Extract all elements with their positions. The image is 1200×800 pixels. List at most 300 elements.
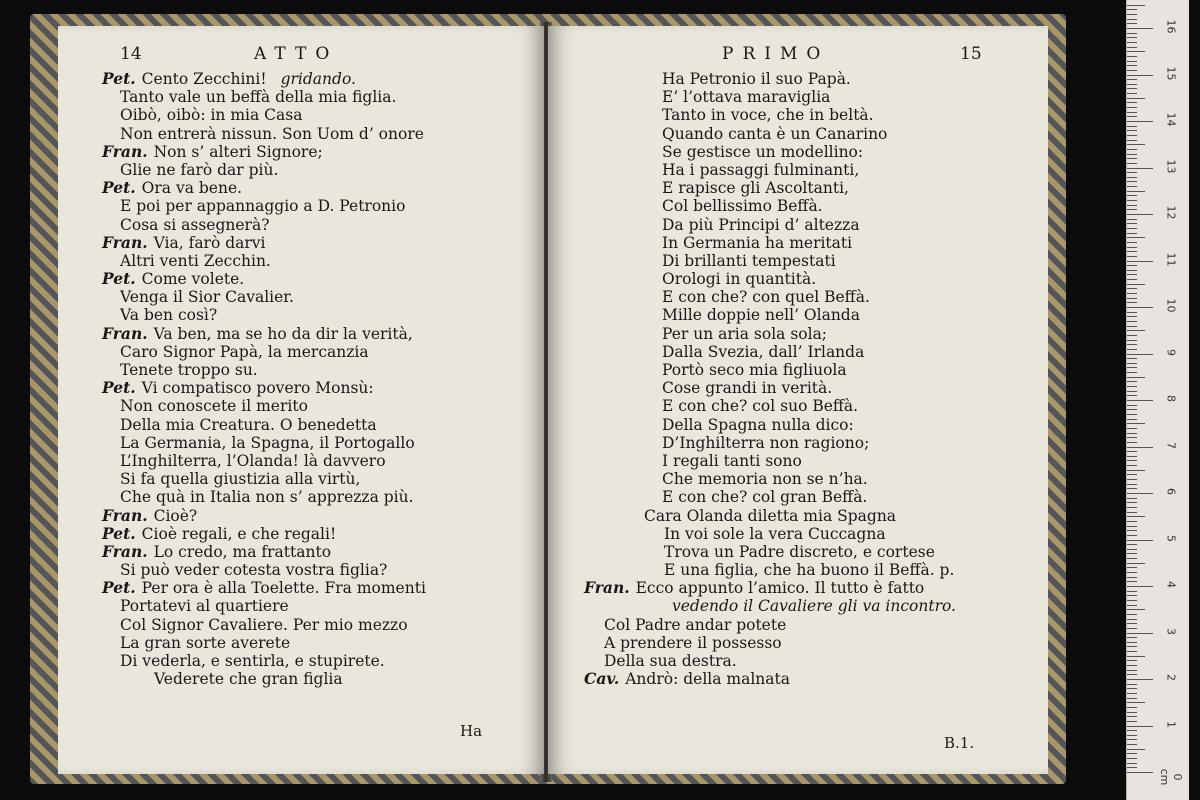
verse-text: Cento Zecchini! [141, 70, 267, 88]
verse-line [58, 652, 544, 670]
verse-line [58, 125, 544, 143]
verse-text: Da più Principi d’ altezza [662, 215, 860, 234]
ruler-tick [1127, 721, 1137, 722]
verse-text: E con che? col gran Beffà. [662, 488, 868, 507]
ruler-label: 1 [1164, 720, 1178, 728]
speaker-label: Pet. [102, 178, 136, 198]
verse-text: Ecco appunto l’amico. Il tutto è fatto [635, 579, 925, 598]
verse-line [548, 161, 1048, 179]
ruler-tick [1127, 284, 1145, 285]
ruler-tick [1127, 581, 1137, 582]
verse-line [548, 561, 1048, 579]
ruler-tick [1127, 163, 1137, 164]
ruler-tick [1127, 242, 1137, 243]
ruler-tick [1127, 70, 1137, 71]
ruler-tick [1127, 316, 1137, 317]
ruler-tick [1127, 28, 1153, 29]
verse-line [58, 143, 544, 161]
verse-text: E con che? con quel Beffà. [662, 288, 870, 307]
ruler-tick [1127, 112, 1137, 113]
ruler-tick [1127, 600, 1137, 601]
ruler-tick [1127, 400, 1153, 401]
ruler-tick [1127, 433, 1137, 434]
verse-text: Della sua destra. [604, 652, 737, 670]
ruler-tick [1127, 326, 1137, 327]
verse-text: La Germania, la Spagna, il Portogallo [120, 433, 415, 452]
ruler-tick [1127, 553, 1137, 554]
verse-line [58, 234, 544, 252]
ruler-tick [1127, 121, 1153, 122]
verse-text: Della Spagna nulla dico: [662, 415, 854, 434]
ruler-label: 4 [1164, 581, 1178, 588]
ruler-tick [1127, 493, 1153, 494]
ruler-tick [1127, 470, 1145, 471]
ruler-tick [1127, 205, 1137, 206]
verse-line [58, 197, 544, 215]
verse-line [548, 634, 1048, 652]
ruler-tick [1127, 414, 1137, 415]
ruler-tick [1127, 753, 1137, 754]
ruler-tick [1127, 363, 1137, 364]
ruler-tick [1127, 88, 1137, 89]
verse-line [548, 597, 1048, 615]
ruler-tick [1127, 698, 1137, 699]
verse-text: Portatevi al quartiere [120, 597, 289, 616]
catchword-right: B.1. [944, 734, 975, 752]
ruler-tick [1127, 405, 1137, 406]
verse-text: E una figlia, che ha buono il Beffà. p. [664, 561, 955, 580]
ruler-tick [1127, 47, 1137, 48]
catchword-left: Ha [460, 722, 483, 740]
speaker-label: Pet. [102, 378, 136, 398]
verse-line [548, 179, 1048, 197]
ruler-tick [1127, 209, 1137, 210]
verse-line [58, 325, 544, 343]
ruler-tick [1127, 567, 1137, 568]
ruler-tick [1127, 172, 1137, 173]
speaker-label: Pet. [102, 523, 136, 543]
ruler-tick [1127, 619, 1137, 620]
verse-line [548, 525, 1048, 543]
verse-line [548, 670, 1048, 688]
ruler-tick [1127, 456, 1137, 457]
ruler-tick [1127, 558, 1137, 559]
ruler-tick [1127, 56, 1137, 57]
ruler-label: 0 cm [1158, 768, 1184, 786]
ruler-label: 9 [1164, 348, 1178, 356]
ruler-tick [1127, 265, 1137, 266]
verse-line [548, 88, 1048, 106]
verse-line [548, 579, 1048, 597]
ruler-tick [1127, 335, 1137, 336]
verse-text: Si fa quella giustizia alla virtù, [120, 470, 361, 489]
ruler-tick [1127, 716, 1137, 717]
verse-line [548, 470, 1048, 488]
verse-text: Quando canta è un Canarino [662, 124, 888, 143]
ruler-tick [1127, 395, 1137, 396]
speaker-label: Fran. [102, 323, 148, 343]
verse-line [548, 216, 1048, 234]
verse-text: Lo credo, ma frattanto [153, 542, 332, 561]
right-page [548, 26, 1048, 774]
ruler-tick [1127, 735, 1137, 736]
page-number-left: 14 [120, 44, 142, 64]
verse-text: Per ora è alla Toelette. Fra momenti [141, 579, 426, 598]
speaker-label: Pet. [102, 69, 136, 88]
ruler-tick [1127, 749, 1145, 750]
ruler-tick [1127, 149, 1137, 150]
verse-text: Glie ne farò dar più. [120, 160, 279, 179]
ruler-label: 14 [1164, 112, 1178, 127]
verse-text: Altri venti Zecchin. [120, 251, 271, 270]
ruler-label: 2 [1164, 674, 1178, 681]
verse-text: Dalla Svezia, dall’ Irlanda [662, 342, 865, 361]
verse-text: Col bellissimo Beffà. [662, 197, 823, 216]
ruler-tick [1127, 5, 1145, 6]
ruler-tick [1127, 572, 1137, 573]
verse-text: Ha Petronio il suo Papà. [662, 70, 851, 88]
verse-line [58, 216, 544, 234]
ruler-label: 5 [1164, 534, 1178, 542]
ruler-tick [1127, 763, 1137, 764]
verse-line [58, 343, 544, 361]
ruler-tick [1127, 270, 1137, 271]
ruler-tick [1127, 191, 1145, 192]
verse-text: Va ben così? [120, 306, 218, 325]
verse-text: Della mia Creatura. O benedetta [120, 415, 377, 434]
verse-text: Andrò: della malnata [625, 670, 790, 689]
verse-text: D’Inghilterra non ragiono; [662, 433, 870, 452]
running-header-right: PRIMO [722, 44, 830, 64]
verse-text: Tanto in voce, che in beltà. [662, 106, 874, 125]
ruler-tick [1127, 442, 1137, 443]
ruler-tick [1127, 37, 1137, 38]
ruler-tick [1127, 381, 1137, 382]
ruler-tick [1127, 19, 1137, 20]
ruler-tick [1127, 330, 1145, 331]
verse-line [548, 616, 1048, 634]
ruler-label: 6 [1164, 488, 1178, 495]
verse-text: Col Signor Cavaliere. Per mio mezzo [120, 615, 408, 634]
ruler-tick [1127, 409, 1137, 410]
ruler-tick [1127, 61, 1137, 62]
verse-text: Cara Olanda diletta mia Spagna [644, 506, 897, 525]
ruler-label: 15 [1164, 66, 1178, 80]
verse-text: La gran sorte averete [120, 633, 291, 652]
ruler-tick [1127, 465, 1137, 466]
ruler-tick [1127, 530, 1137, 531]
verse-text: Non s’ alteri Signore; [153, 142, 323, 161]
verse-line [548, 125, 1048, 143]
ruler-tick [1127, 168, 1153, 169]
ruler-label: 7 [1164, 441, 1178, 449]
ruler-tick [1127, 298, 1137, 299]
ruler-tick [1127, 660, 1137, 661]
ruler-tick [1127, 744, 1137, 745]
verse-line [548, 288, 1048, 306]
ruler-tick [1127, 488, 1137, 489]
speaker-label: Fran. [102, 541, 148, 561]
ruler-tick [1127, 688, 1137, 689]
verse-text: Oibò, oibò: in mia Casa [120, 106, 303, 125]
verse-text: E’ l’ottava maraviglia [662, 88, 831, 107]
ruler-tick [1127, 595, 1137, 596]
ruler-tick [1127, 344, 1137, 345]
verse-line [58, 379, 544, 397]
ruler-label: 8 [1164, 395, 1178, 402]
ruler-tick [1127, 279, 1137, 280]
ruler-tick [1127, 609, 1145, 610]
verse-line [58, 161, 544, 179]
verse-line [58, 88, 544, 106]
ruler-tick [1127, 372, 1137, 373]
ruler-tick [1127, 367, 1137, 368]
verse-text: Venga il Sior Cavalier. [120, 288, 294, 307]
ruler-tick [1127, 98, 1145, 99]
ruler-label: 12 [1164, 205, 1178, 220]
speaker-label: Fran. [102, 505, 148, 525]
ruler-tick [1127, 474, 1137, 475]
ruler-tick [1127, 140, 1137, 141]
verse-line [58, 397, 544, 415]
ruler-tick [1127, 116, 1137, 117]
ruler-tick [1127, 484, 1137, 485]
ruler-tick [1127, 702, 1145, 703]
verse-text: Come volete. [141, 270, 245, 289]
verse-text: Via, farò darvi [153, 233, 266, 252]
verse-text: Va ben, ma se ho da dir la verità, [153, 324, 413, 343]
ruler-tick [1127, 195, 1137, 196]
verse-line [58, 361, 544, 379]
stage-direction: gridando. [280, 70, 356, 88]
ruler-label: 16 [1164, 19, 1178, 34]
speaker-label: Cav. [584, 669, 620, 689]
verse-text: Cose grandi in verità. [662, 379, 833, 398]
verse-line [548, 106, 1048, 124]
ruler-tick [1127, 261, 1153, 262]
verse-text: Non conoscete il merito [120, 397, 308, 416]
ruler-tick [1127, 516, 1145, 517]
verse-line [58, 452, 544, 470]
ruler-tick [1127, 605, 1137, 606]
speaker-label: Pet. [102, 578, 136, 598]
verse-text: Che memoria non se n’ha. [662, 470, 868, 489]
verse-line [548, 270, 1048, 288]
ruler-tick [1127, 507, 1137, 508]
verse-text: In Germania ha meritati [662, 233, 853, 252]
ruler-tick [1127, 251, 1137, 252]
ruler-tick [1127, 460, 1137, 461]
ruler-tick [1127, 135, 1137, 136]
verse-line [548, 397, 1048, 415]
ruler-tick [1127, 302, 1137, 303]
ruler-tick [1127, 307, 1153, 308]
ruler-tick [1127, 726, 1153, 727]
ruler-tick [1127, 154, 1137, 155]
stage-direction: vedendo il Cavaliere gli va incontro. [672, 597, 956, 616]
verse-text: Portò seco mia figliuola [662, 361, 847, 379]
ruler-tick [1127, 679, 1153, 680]
verse-text: E rapisce gli Ascoltanti, [662, 179, 849, 198]
ruler-tick [1127, 247, 1137, 248]
verse-text: Si può veder cotesta vostra figlia? [120, 561, 388, 580]
ruler-tick [1127, 349, 1137, 350]
ruler-tick [1127, 577, 1137, 578]
ruler-tick [1127, 75, 1153, 76]
verse-line [58, 525, 544, 543]
speaker-label: Pet. [102, 269, 136, 289]
verse-line [58, 670, 544, 688]
ruler-tick [1127, 391, 1137, 392]
verse-line [58, 616, 544, 634]
ruler-tick [1127, 386, 1137, 387]
ruler-label: 13 [1164, 159, 1178, 173]
ruler-tick [1127, 693, 1137, 694]
ruler-tick [1127, 707, 1137, 708]
ruler-tick [1127, 377, 1145, 378]
verse-text: Cioè? [153, 506, 198, 525]
verse-line [58, 252, 544, 270]
ruler-tick [1127, 237, 1145, 238]
verse-text: Col Padre andar potete [604, 615, 787, 634]
ruler-tick [1127, 656, 1145, 657]
ruler-tick [1127, 498, 1137, 499]
ruler-tick [1127, 181, 1137, 182]
ruler-tick [1127, 130, 1137, 131]
ruler-tick [1127, 665, 1137, 666]
verse-text: Che quà in Italia non s’ apprezza più. [120, 488, 414, 507]
verse-text: A prendere il possesso [604, 633, 782, 652]
ruler-tick [1127, 512, 1137, 513]
verse-line [548, 197, 1048, 215]
ruler-tick [1127, 526, 1137, 527]
verse-text: Trova un Padre discreto, e cortese [664, 542, 935, 561]
verse-text: Orologi in quantità. [662, 270, 817, 289]
ruler-tick [1127, 223, 1137, 224]
verse-line [58, 543, 544, 561]
ruler-tick [1127, 544, 1137, 545]
verse-line [548, 343, 1048, 361]
verse-line [58, 70, 544, 88]
ruler-tick [1127, 642, 1137, 643]
ruler-tick [1127, 633, 1153, 634]
ruler-tick [1127, 623, 1137, 624]
ruler-tick [1127, 65, 1137, 66]
ruler-tick [1127, 451, 1137, 452]
ruler-tick [1127, 340, 1137, 341]
verse-line [58, 488, 544, 506]
ruler-tick [1127, 33, 1137, 34]
speaker-label: Fran. [102, 141, 148, 161]
verse-line [58, 434, 544, 452]
verse-text: E poi per appannaggio a D. Petronio [120, 197, 406, 216]
verse-text: Di vederla, e sentirla, e stupirete. [120, 652, 385, 670]
ruler-tick [1127, 739, 1137, 740]
ruler-tick [1127, 23, 1137, 24]
verse-line [58, 634, 544, 652]
verse-line [548, 70, 1048, 88]
verse-line [58, 507, 544, 525]
ruler-tick [1127, 419, 1137, 420]
ruler-tick [1127, 126, 1137, 127]
page-number-right: 15 [960, 44, 982, 64]
ruler-tick [1127, 107, 1137, 108]
verse-text: Non entrerà nissun. Son Uom d’ onore [120, 124, 424, 143]
verse-text: Cioè regali, e che regali! [141, 524, 337, 543]
ruler-tick [1127, 502, 1137, 503]
speaker-label: Fran. [102, 232, 148, 252]
speaker-label: Fran. [584, 578, 630, 598]
verse-text: I regali tanti sono [662, 451, 802, 470]
verse-text: E con che? col suo Beffà. [662, 397, 859, 416]
ruler-tick [1127, 219, 1137, 220]
ruler-tick [1127, 591, 1137, 592]
ruler-tick [1127, 228, 1137, 229]
ruler-tick [1127, 730, 1137, 731]
verse-line [548, 543, 1048, 561]
ruler-tick [1127, 354, 1153, 355]
verse-line [58, 270, 544, 288]
ruler-tick [1127, 684, 1137, 685]
ruler-tick [1127, 9, 1137, 10]
verse-text: Vederete che gran figlia [154, 670, 343, 689]
ruler-label: 11 [1164, 252, 1178, 266]
verse-line [548, 306, 1048, 324]
ruler-tick [1127, 93, 1137, 94]
ruler-tick [1127, 614, 1137, 615]
ruler-tick [1127, 479, 1137, 480]
ruler-tick [1127, 79, 1137, 80]
ruler-tick [1127, 712, 1137, 713]
ruler-tick [1127, 428, 1137, 429]
ruler-tick [1127, 158, 1137, 159]
verse-line [58, 288, 544, 306]
verse-line [548, 325, 1048, 343]
ruler-tick [1127, 670, 1137, 671]
ruler-tick [1127, 200, 1137, 201]
verse-line [548, 488, 1048, 506]
ruler-tick [1127, 586, 1153, 587]
ruler-tick [1127, 437, 1137, 438]
verse-line [548, 379, 1048, 397]
ruler-tick [1127, 102, 1137, 103]
ruler-tick [1127, 233, 1137, 234]
verse-text: Ha i passaggi fulminanti, [662, 160, 860, 179]
ruler-tick [1127, 423, 1145, 424]
verse-line [58, 416, 544, 434]
verse-line [58, 179, 544, 197]
verse-line [548, 416, 1048, 434]
ruler-tick [1127, 144, 1145, 145]
ruler-tick [1127, 177, 1137, 178]
verse-line [548, 361, 1048, 379]
verse-text: Per un aria sola sola; [662, 324, 828, 343]
ruler-tick [1127, 549, 1137, 550]
verse-line [548, 234, 1048, 252]
ruler-tick [1127, 646, 1137, 647]
verse-text: Cosa si assegnerà? [120, 215, 270, 234]
ruler-tick [1127, 628, 1137, 629]
verse-line [58, 579, 544, 597]
verse-line [548, 434, 1048, 452]
ruler-tick [1127, 772, 1153, 773]
ruler-tick [1127, 214, 1153, 215]
ruler-tick [1127, 535, 1137, 536]
measuring-ruler [1126, 0, 1189, 800]
verse-line [58, 597, 544, 615]
ruler-tick [1127, 186, 1137, 187]
ruler-tick [1127, 651, 1137, 652]
